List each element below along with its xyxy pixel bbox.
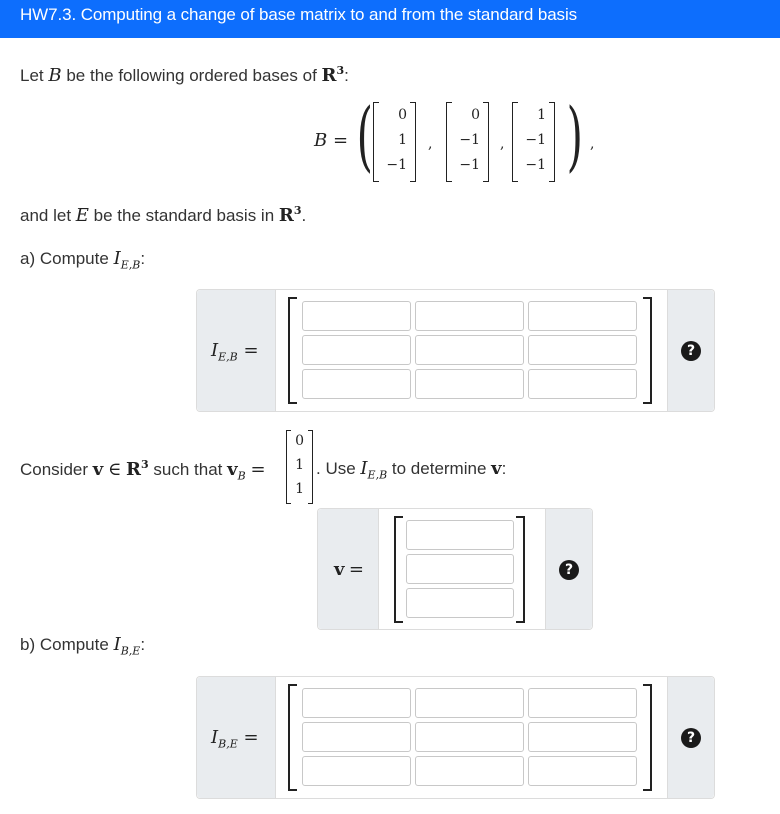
matrix-a-cell-3-1[interactable] <box>302 369 411 399</box>
matrix-b-cell-1-2[interactable] <box>415 688 524 718</box>
matrix-b-cell-3-1[interactable] <box>302 756 411 786</box>
matrix-a-cell-2-1[interactable] <box>302 335 411 365</box>
help-icon[interactable]: ? <box>681 341 701 361</box>
part-a-label: a) Compute $I_{E,B}$: <box>20 248 146 272</box>
matrix-a-cell-1-1[interactable] <box>302 301 411 331</box>
help-icon[interactable]: ? <box>681 728 701 748</box>
matrix-b-cell-3-3[interactable] <box>528 756 637 786</box>
consider-line: Consider v ∈ $R^3$ such that $v_B$ = 0 1 1 . Use $I_{E,B}$ to determine v: <box>0 426 780 508</box>
matrix-b-panel <box>196 676 715 799</box>
matrix-a-cell-2-3[interactable] <box>528 335 637 365</box>
title-bar <box>0 0 780 38</box>
matrix-a-cell-2-2[interactable] <box>415 335 524 365</box>
matrix-b-lhs: $I_{B,E}$ = <box>211 727 259 751</box>
matrix-b-cell-2-3[interactable] <box>528 722 637 752</box>
matrix-a-cell-1-2[interactable] <box>415 301 524 331</box>
matrix-b-cell-2-2[interactable] <box>415 722 524 752</box>
part-b-label: b) Compute $I_{B,E}$: <box>20 634 146 658</box>
vector-v-panel <box>317 508 593 630</box>
page-title: HW7.3. Computing a change of base matrix to and from the standard basis <box>20 5 578 24</box>
matrix-b-cell-1-1[interactable] <box>302 688 411 718</box>
vector-v-cell-2[interactable] <box>406 554 514 584</box>
matrix-a-cell-3-3[interactable] <box>528 369 637 399</box>
standard-basis-text: and let E be the standard basis in $R^3$. <box>20 204 307 226</box>
matrix-b-cell-1-3[interactable] <box>528 688 637 718</box>
matrix-a-cell-3-2[interactable] <box>415 369 524 399</box>
basis-equation: B = ( ) 0 1 −1 , 0 −1 −1 , 1 −1 −1 , <box>314 91 595 180</box>
vector-v-lhs: v = <box>334 559 365 580</box>
help-icon[interactable]: ? <box>559 560 579 580</box>
vector-v-cell-3[interactable] <box>406 588 514 618</box>
matrix-b-cell-3-2[interactable] <box>415 756 524 786</box>
matrix-a-lhs: $I_{E,B}$ = <box>211 340 259 364</box>
matrix-a-panel <box>196 289 715 412</box>
matrix-a-cell-1-3[interactable] <box>528 301 637 331</box>
matrix-b-cell-2-1[interactable] <box>302 722 411 752</box>
vector-v-cell-1[interactable] <box>406 520 514 550</box>
intro-text: Let B be the following ordered bases of $R^3$: <box>20 64 349 86</box>
